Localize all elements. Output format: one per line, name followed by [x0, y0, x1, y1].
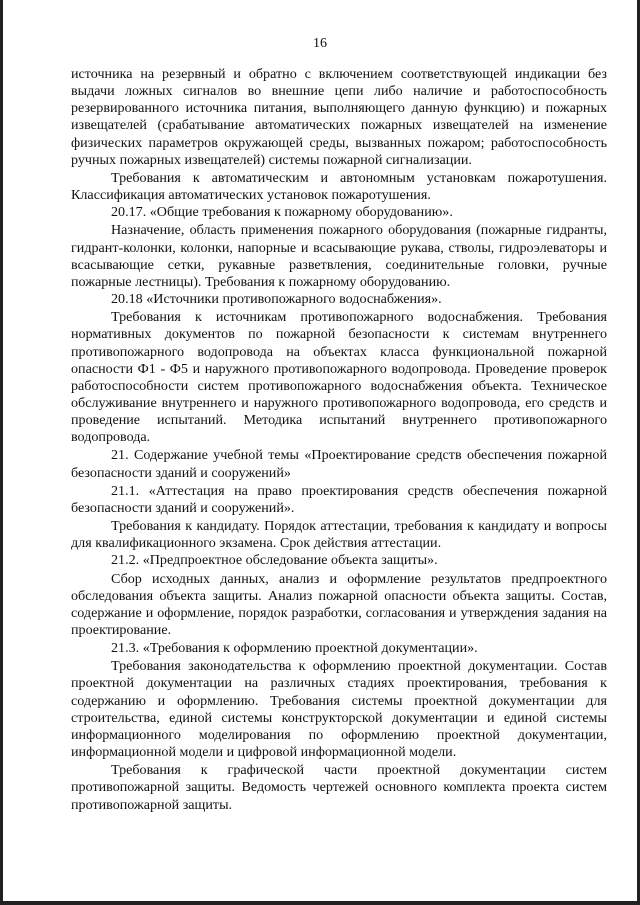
- paragraph-water-supply: Требования к источникам противопожарного водоснабжения. Требования нормативных документов по пожарной безопасности к системам внутреннего противопожарного водопровода на объектах класса функциональной пожарной опасности Ф1 - Ф5 и наружного противопожарного водопровода. Проведение проверок работоспособности систем противопожарного водоснабжения объекта. Техническое обслуживание внутреннего и наружного противопожарного водопровода, его средств и проведение испытаний. Методика испытаний внутреннего противопожарного водопровода.: [71, 309, 607, 446]
- section-heading-21-2: 21.2. «Предпроектное обследование объекта защиты».: [111, 552, 438, 569]
- section-heading-20-17: 20.17. «Общие требования к пожарному оборудованию».: [111, 204, 453, 221]
- document-body: [71, 66, 607, 814]
- section-heading-20-18: 20.18 «Источники противопожарного водоснабжения».: [111, 291, 442, 308]
- paragraph-fire-extinguishing-requirements: Требования к автоматическим и автономным установкам пожаротушения. Классификация автоматических установок пожаротушения.: [71, 169, 607, 204]
- section-heading-21-1: 21.1. «Аттестация на право проектирования средств обеспечения пожарной безопасности зданий и сооружений».: [71, 482, 607, 516]
- paragraph-pre-project-survey: Сбор исходных данных, анализ и оформление результатов предпроектного обследования объекта защиты. Анализ пожарной опасности объекта защиты. Состав, содержание и оформление, порядок разработки, согласования и утверждения задания на проектирование.: [71, 570, 607, 638]
- paragraph-documentation-requirements: Требования законодательства к оформлению проектной документации. Состав проектной документации на различных стадиях проектирования, требования к содержанию и оформлению. Требования системы проектной документации для строительства, единой системы конструкторской документации и единой системы информационного моделирования по оформлению проектной документации, информационной модели и цифровой информационной модели.: [71, 658, 607, 761]
- paragraph-graphic-part: Требования к графической части проектной документации систем противопожарной защиты. Ведомость чертежей основного комплекта проекта систем противопожарной защиты.: [71, 762, 607, 813]
- page-number: 16: [313, 36, 327, 51]
- paragraph-continuation: источника на резервный и обратно с включением соответствующей индикации без выдачи ложных сигналов во внешние цепи либо наличие и работоспособность резервированного источника питания, выполняющего данную функцию) и пожарных извещателей (срабатывание автоматических пожарных извещателей на изменение физических параметров окружающей среды, вызванных пожаром; работоспособность ручных пожарных извещателей) системы пожарной сигнализации.: [71, 66, 607, 168]
- section-heading-21-3: 21.3. «Требования к оформлению проектной документации».: [111, 640, 478, 657]
- paragraph-fire-equipment: Назначение, область применения пожарного оборудования (пожарные гидранты, гидрант-колонки, колонки, напорные и всасывающие рукава, стволы, гидроэлеваторы и всасывающие сетки, рукавные разветвления, соединительные головки, ручные пожарные лестницы). Требования к пожарному оборудованию.: [71, 222, 607, 290]
- paragraph-candidate-requirements: Требования к кандидату. Порядок аттестации, требования к кандидату и вопросы для квалификационного экзамена. Срок действия аттестации.: [71, 518, 607, 552]
- section-heading-21: 21. Содержание учебной темы «Проектирование средств обеспечения пожарной безопасности зданий и сооружений»: [71, 447, 607, 481]
